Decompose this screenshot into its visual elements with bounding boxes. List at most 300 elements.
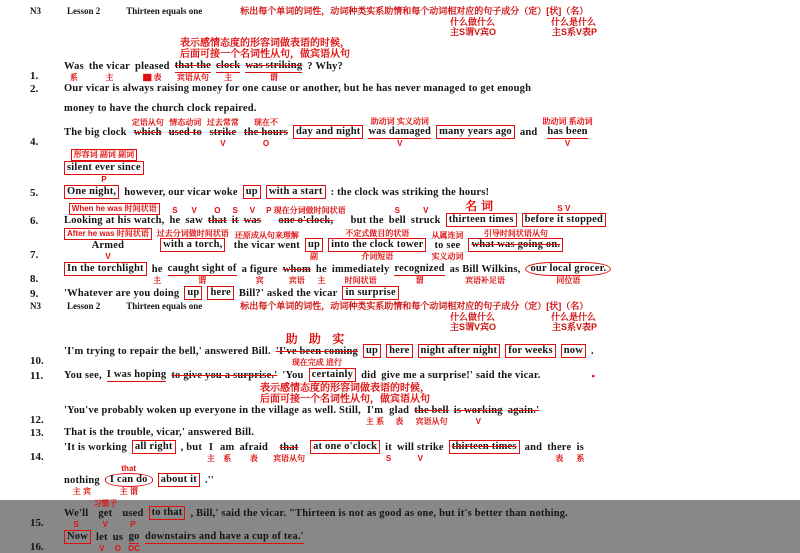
token xyxy=(181,442,202,463)
sentence-line xyxy=(30,103,790,115)
token xyxy=(64,185,119,199)
token xyxy=(64,288,179,300)
token-text: up xyxy=(305,238,323,252)
sentence-line xyxy=(30,200,790,227)
token-text: saw xyxy=(185,215,203,226)
token xyxy=(366,405,384,426)
token-text: it xyxy=(231,215,239,226)
token xyxy=(152,264,163,285)
annotation-below: O xyxy=(262,139,270,148)
annotation-above: V xyxy=(191,206,197,215)
token xyxy=(546,370,595,382)
token xyxy=(135,61,170,82)
line-number: 5. xyxy=(30,187,39,199)
token xyxy=(64,530,91,553)
token xyxy=(381,370,540,382)
margin-note: 表示感情态度的形容词做表语的时候， xyxy=(260,383,430,394)
token xyxy=(64,442,127,463)
token-text: Looking at his watch, xyxy=(64,215,165,226)
annotation-below xyxy=(211,417,213,426)
token-text: nothing xyxy=(64,475,100,486)
annotation-above: 从属连词 xyxy=(431,231,464,240)
token xyxy=(208,206,227,227)
token xyxy=(293,116,363,148)
token xyxy=(64,228,152,261)
sentence-content xyxy=(64,368,600,382)
annotation-below xyxy=(529,358,531,367)
token-text: all right xyxy=(132,440,176,454)
line-number: 4. xyxy=(30,136,39,148)
token-text: . xyxy=(591,346,594,357)
line-number: 6. xyxy=(30,215,39,227)
token-text: that xyxy=(279,442,299,453)
margin-note: 后面可接一个名词性从句，做宾语从句 xyxy=(180,49,350,60)
token-text: In the torchlight xyxy=(64,262,147,276)
annotation-above xyxy=(178,464,180,473)
token-text: to see xyxy=(434,240,461,251)
token xyxy=(305,229,323,261)
token-text: get xyxy=(98,508,113,519)
annotation-above xyxy=(366,206,368,215)
token-text: at one o'clock xyxy=(310,440,380,454)
token xyxy=(351,206,384,227)
token xyxy=(525,262,611,285)
annotation-below xyxy=(327,139,329,148)
sentence-content xyxy=(64,149,149,184)
sentence-line xyxy=(30,333,790,367)
sentence-line xyxy=(30,116,790,148)
token-text: 'I've been coming xyxy=(275,346,359,357)
sentence-line xyxy=(30,286,790,300)
token xyxy=(64,262,147,285)
token-text: caught sight of xyxy=(167,263,237,274)
token xyxy=(169,118,202,148)
token-text: the bell xyxy=(414,405,449,416)
token-text: am xyxy=(220,442,235,453)
token xyxy=(591,337,594,367)
token xyxy=(282,370,303,382)
annotation-below xyxy=(147,139,149,148)
pattern-svo: 主S谓V宾O xyxy=(450,322,497,332)
annotation-below: 主 xyxy=(105,73,114,82)
token xyxy=(145,531,304,553)
annotation-above xyxy=(458,335,460,344)
token-text: for weeks xyxy=(505,344,555,358)
annotation-above: S V xyxy=(557,204,571,213)
annotation-below xyxy=(223,544,225,553)
token xyxy=(64,466,100,496)
instruction-do: 什么做什么 xyxy=(450,312,496,322)
token-text: whom xyxy=(282,264,311,275)
token-text: with a torch, xyxy=(160,238,225,252)
token-text: One night, xyxy=(64,185,119,199)
token xyxy=(309,368,356,382)
token-text: .'' xyxy=(204,475,215,486)
line-number: 13. xyxy=(30,427,44,439)
token-text: certainly xyxy=(309,368,356,382)
annotation-below: P xyxy=(101,175,107,184)
annotation-above: 助 助 实 xyxy=(285,332,349,346)
sentence-line xyxy=(30,405,790,426)
token-text: in surprise xyxy=(342,286,398,300)
annotation-above: S xyxy=(232,206,238,215)
annotation-above: 情态动词 xyxy=(169,118,202,127)
token-text: now xyxy=(561,344,586,358)
annotation-below: P xyxy=(130,520,136,529)
sentence-line xyxy=(30,149,790,184)
lesson-title: Thirteen equals one xyxy=(126,301,203,311)
sentence-content xyxy=(64,530,309,553)
token xyxy=(389,206,406,227)
lesson-level: N3 xyxy=(30,301,41,311)
token-text: ▪ xyxy=(591,371,595,381)
line-number: 16. xyxy=(30,541,44,553)
token-text: was xyxy=(243,215,262,226)
token xyxy=(547,442,571,463)
annotation-below: 主 宾 xyxy=(72,487,92,496)
lesson-level: N3 xyxy=(30,6,41,16)
token-text: with a start xyxy=(266,185,326,199)
token-text: That is the trouble, vicar,' answered Bill. xyxy=(64,427,255,438)
annotation-below: ▇ 表 xyxy=(143,73,162,82)
token-text: give me a surprise!' said the vicar. xyxy=(381,370,541,381)
token xyxy=(522,204,606,227)
token xyxy=(93,499,117,529)
annotation-below: 宾语从句 xyxy=(415,417,448,426)
annotation-below: 宾语补足语 xyxy=(465,276,506,285)
annotation-below: 现在完成 进行 xyxy=(291,358,343,367)
header-instruction-line3 xyxy=(450,322,790,332)
annotation-below: V xyxy=(99,544,105,553)
annotation-above: 还原成从句来理解 xyxy=(234,231,299,240)
token-text: afraid xyxy=(239,442,269,453)
line-number: 2. xyxy=(30,83,39,95)
token xyxy=(216,60,240,82)
line-number: 14. xyxy=(30,451,44,463)
annotation-above: 助动词 系动词 xyxy=(542,117,593,126)
token-text: is working xyxy=(453,405,503,416)
annotation-below xyxy=(483,454,485,463)
lesson-number: Lesson 2 xyxy=(67,301,101,311)
token-text: used xyxy=(122,508,144,519)
annotation-below xyxy=(153,454,155,463)
token xyxy=(561,335,586,367)
token xyxy=(64,499,88,529)
sentence-content xyxy=(64,427,259,439)
token xyxy=(468,229,563,261)
token xyxy=(207,118,239,148)
token-text: what was going on. xyxy=(468,238,563,252)
token xyxy=(239,288,338,300)
token-text: strike xyxy=(209,127,237,138)
token-text: money to have the church clock repaired. xyxy=(64,103,257,114)
token-text: up xyxy=(363,344,381,358)
annotation-below xyxy=(528,139,530,148)
annotation-above: 助动词 实义动词 xyxy=(370,117,429,126)
token xyxy=(307,61,343,82)
sentence-content xyxy=(64,83,536,95)
token xyxy=(276,333,358,367)
line-number: 1. xyxy=(30,70,39,82)
annotation-below: 表 xyxy=(249,454,258,463)
annotation-below xyxy=(94,139,96,148)
annotation-above: After he was 时间状语 xyxy=(64,228,152,240)
token-text: the hours xyxy=(243,127,289,138)
instruction-do: 什么做什么 xyxy=(450,17,496,27)
token-text: We'll xyxy=(64,508,89,519)
sentence-line xyxy=(30,530,790,553)
token xyxy=(266,206,345,227)
token xyxy=(245,60,302,82)
token xyxy=(310,440,380,463)
annotation-above: 名词 xyxy=(465,199,498,213)
annotation-below xyxy=(344,454,346,463)
token-text: the vicar went xyxy=(233,240,300,251)
annotation-above xyxy=(528,118,530,127)
token xyxy=(397,442,444,463)
annotation-above xyxy=(591,337,593,346)
annotation-above xyxy=(327,116,329,125)
annotation-below: 副 xyxy=(310,252,319,261)
annotation-below: 表 xyxy=(555,454,564,463)
token-text: Was xyxy=(64,61,84,72)
spacer xyxy=(30,96,790,103)
sentence-content xyxy=(64,200,611,227)
annotation-below: 系 xyxy=(576,454,585,463)
token xyxy=(328,229,426,261)
token-text: struck xyxy=(410,215,441,226)
annotation-above xyxy=(378,499,380,508)
annotation-below: OC xyxy=(128,544,141,553)
annotation-below xyxy=(515,252,517,261)
token-text: up xyxy=(243,185,261,199)
line-number: 11. xyxy=(30,370,44,382)
annotation-below: V xyxy=(475,417,481,426)
sentence-content xyxy=(64,440,589,463)
token xyxy=(64,337,271,367)
annotation-above xyxy=(529,335,531,344)
header-instruction-line2 xyxy=(450,312,790,322)
token xyxy=(411,206,441,227)
annotation-above: 形容词 副词 副词 xyxy=(71,149,137,161)
token xyxy=(436,116,515,148)
pattern-svp: 主S系V表P xyxy=(552,322,598,332)
instruction-be: 什么是什么 xyxy=(551,17,597,27)
token-text: I'm xyxy=(366,405,384,416)
token-text: here xyxy=(386,344,412,358)
token xyxy=(525,442,543,463)
token-text: will strike xyxy=(396,442,444,453)
token-text: Armed xyxy=(91,240,125,251)
annotation-above xyxy=(132,499,134,508)
token-text: however, our vicar woke xyxy=(124,187,238,198)
annotation-below xyxy=(398,358,400,367)
token xyxy=(124,187,237,199)
token-text: and xyxy=(519,127,538,138)
page-header-row xyxy=(30,301,790,312)
sentence-line xyxy=(30,368,790,382)
token xyxy=(368,117,431,148)
token xyxy=(446,200,517,227)
annotation-above xyxy=(474,116,476,125)
token xyxy=(175,60,211,82)
token xyxy=(89,61,130,82)
lesson-meta xyxy=(30,301,228,312)
sentence-content xyxy=(64,228,568,261)
annotation-below: V xyxy=(564,139,571,148)
annotation-below xyxy=(371,358,373,367)
token-text: he xyxy=(315,264,327,275)
token xyxy=(64,427,254,439)
line-number: 10. xyxy=(30,355,44,367)
token-text: recognized xyxy=(394,263,445,274)
token xyxy=(266,185,326,199)
sentence-content xyxy=(64,60,348,82)
annotation-below xyxy=(166,358,168,367)
sentence-content xyxy=(64,405,544,426)
token xyxy=(105,464,153,496)
token xyxy=(244,206,262,227)
annotation-below: 主 xyxy=(153,276,162,285)
token-text: 'It is working xyxy=(64,442,127,453)
token-text: that xyxy=(207,215,227,226)
token-text: The big clock xyxy=(64,127,127,138)
token xyxy=(283,264,311,285)
annotation-below: 宾 xyxy=(255,276,264,285)
token xyxy=(64,118,127,148)
annotation-below: S xyxy=(385,454,392,463)
annotation-below: 宾语从句 xyxy=(273,454,306,463)
token xyxy=(207,442,215,463)
token-text: was striking xyxy=(245,60,303,71)
token xyxy=(184,286,202,300)
lesson-number: Lesson 2 xyxy=(67,6,101,16)
token-text: us xyxy=(112,532,124,543)
token-text: glad xyxy=(389,405,410,416)
token xyxy=(508,405,539,426)
annotation-below: 主 系 xyxy=(365,417,385,426)
annotation-below xyxy=(190,454,192,463)
sentence-line xyxy=(30,427,790,439)
annotation-above xyxy=(166,497,168,506)
token-text: the vicar xyxy=(88,61,131,72)
annotation-above: 定语从句 xyxy=(131,118,164,127)
annotation-below: O xyxy=(114,544,121,553)
annotation-below: V xyxy=(102,520,109,529)
token xyxy=(239,442,268,463)
annotation-above: V xyxy=(423,206,429,215)
token-text: there xyxy=(547,442,572,453)
annotation-below: 谓 xyxy=(198,276,207,285)
token xyxy=(316,264,327,285)
instruction-be: 什么是什么 xyxy=(551,312,597,322)
token-text: Our vicar is always raising money for one cause or another, but he has never managed to get enough xyxy=(64,83,532,94)
token xyxy=(385,442,392,463)
token xyxy=(342,286,398,300)
token-text: before it stopped xyxy=(522,213,606,227)
token xyxy=(171,370,277,382)
sentence-line xyxy=(30,60,790,82)
token xyxy=(169,206,180,227)
token xyxy=(185,206,203,227)
token-text: let xyxy=(96,532,108,543)
annotation-below xyxy=(166,520,168,529)
header-instruction: 标出每个单词的词性，动词种类实系助情和每个动词相对应的句子成分（定）[状]（名） xyxy=(240,301,589,311)
token xyxy=(232,206,239,227)
token-text: has been xyxy=(547,126,588,137)
token-text: thirteen times xyxy=(446,213,517,227)
annotation-below xyxy=(522,417,524,426)
token xyxy=(107,369,167,382)
annotation-above: V xyxy=(249,206,256,215)
token-text: that the xyxy=(174,60,211,71)
token-text: but the xyxy=(350,215,384,226)
token xyxy=(576,442,584,463)
sentence-content xyxy=(64,286,404,300)
token xyxy=(332,264,390,285)
token-text: 'You've probably woken up everyone in the village as well. Still, xyxy=(64,405,361,416)
sentence-content xyxy=(64,185,494,199)
token xyxy=(157,229,229,261)
token-text: ? Why? xyxy=(307,61,344,72)
annotation-below: 宾语从句 xyxy=(176,73,209,82)
page-header xyxy=(30,301,790,332)
token xyxy=(234,231,300,261)
page-header-row xyxy=(30,6,790,17)
token xyxy=(207,286,233,300)
line-number: 9. xyxy=(30,288,39,300)
token-text: , Bill,' said the vicar. "Thirteen is not as good as one, but it's better than nothing. xyxy=(190,508,569,519)
token-text: Bill?' asked the vicar xyxy=(238,288,338,299)
token xyxy=(113,532,123,553)
annotation-above: 习惯于 xyxy=(93,499,118,508)
annotation-below: 宾语 xyxy=(288,276,305,285)
annotation-above: When he was 时间状语 xyxy=(69,203,160,215)
annotation-below: 主 xyxy=(317,276,326,285)
sentence-content xyxy=(64,262,616,285)
token-text: a figure xyxy=(241,264,278,275)
token-text: it xyxy=(385,442,392,453)
token-text: 'Whatever are you doing xyxy=(64,288,180,299)
token xyxy=(132,118,164,148)
header-instruction-line2 xyxy=(450,17,790,27)
token xyxy=(454,405,503,426)
annotation-below: 主 xyxy=(224,73,233,82)
token xyxy=(520,118,538,148)
sentence-content xyxy=(64,497,573,529)
annotation-above xyxy=(398,335,400,344)
annotation-above: O xyxy=(214,206,221,215)
token xyxy=(64,370,102,382)
annotation-above xyxy=(75,499,77,508)
token xyxy=(64,149,144,184)
sentence-content xyxy=(64,116,598,148)
token-text: bell xyxy=(388,215,406,226)
annotation-above: 过去常常 xyxy=(206,118,239,127)
token-text: go xyxy=(128,531,140,542)
token xyxy=(190,499,568,529)
token xyxy=(450,264,521,285)
annotation-below: V xyxy=(417,454,424,463)
token-text: used to xyxy=(168,127,202,138)
pattern-svo: 主S谓V宾O xyxy=(450,27,497,37)
annotation-below: 时间状语 xyxy=(344,276,377,285)
annotation-above: S xyxy=(172,206,178,215)
token xyxy=(273,442,305,463)
annotation-below: 实义动词 xyxy=(431,252,464,261)
token-text: into the clock tower xyxy=(328,238,426,252)
annotation-below xyxy=(324,73,326,82)
